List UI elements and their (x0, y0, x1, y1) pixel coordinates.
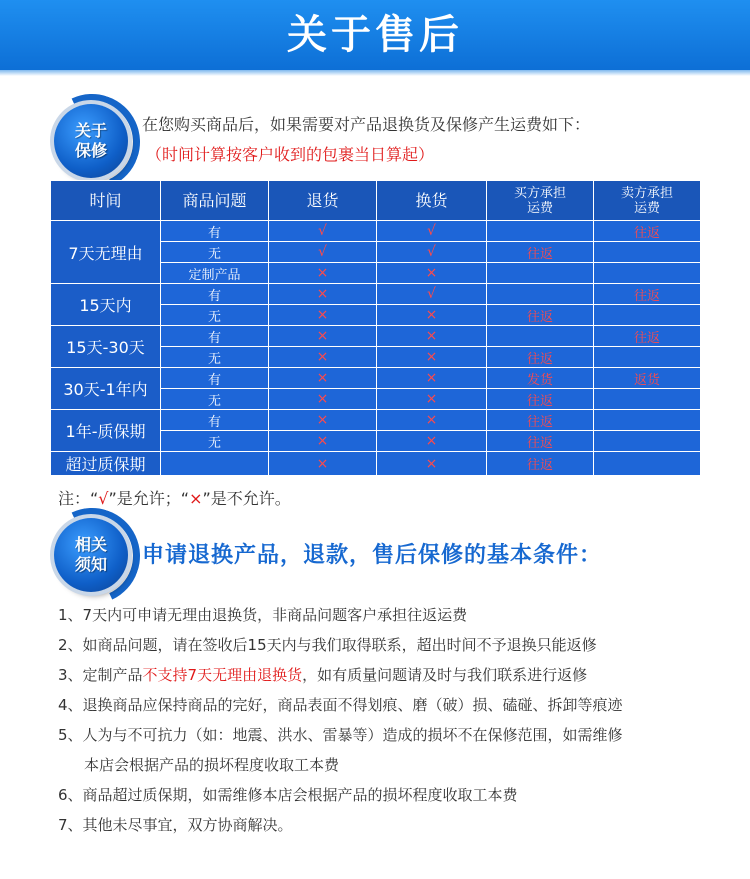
seller-cell (594, 452, 701, 476)
seller-cell: 往返 (594, 221, 701, 242)
issue-cell: 有 (161, 410, 269, 431)
buyer-cell: 往返 (487, 410, 594, 431)
period-cell: 7天无理由 (51, 221, 161, 284)
exchange-cell: × (377, 347, 487, 368)
conditions-list (58, 600, 718, 840)
table-row (51, 368, 701, 389)
seller-cell (594, 263, 701, 284)
seller-cell: 往返 (594, 326, 701, 347)
rule-item-2: 2、如商品问题，请在签收后15天内与我们取得联系，超出时间不予退换只能返修 (58, 636, 597, 654)
rule-item-5: 5、人为与不可抗力（如：地震、洪水、雷暴等）造成的损坏不在保修范围，如需维修 (58, 726, 623, 744)
issue-cell: 有 (161, 368, 269, 389)
banner-shadow (0, 70, 750, 76)
exchange-cell: × (377, 452, 487, 476)
return-cell: × (269, 305, 377, 326)
seller-cell (594, 389, 701, 410)
badge-line-1: 关于 (74, 121, 107, 140)
exchange-cell: × (377, 410, 487, 431)
about-warranty-badge (54, 104, 128, 178)
buyer-cell: 往返 (487, 242, 594, 263)
return-cell: √ (269, 221, 377, 242)
period-cell: 30天-1年内 (51, 368, 161, 410)
exchange-cell: × (377, 305, 487, 326)
exchange-cell: × (377, 431, 487, 452)
seller-cell (594, 305, 701, 326)
buyer-cell: 往返 (487, 452, 594, 476)
return-cell: × (269, 452, 377, 476)
issue-cell: 有 (161, 284, 269, 305)
check-symbol: √ (98, 489, 109, 508)
header-issue: 商品问题 (161, 181, 269, 221)
period-cell: 1年-质保期 (51, 410, 161, 452)
table-row (51, 221, 701, 242)
exchange-cell: × (377, 326, 487, 347)
table-row (51, 326, 701, 347)
exchange-cell: √ (377, 284, 487, 305)
rule-item-6: 6、商品超过质保期，如需维修本店会根据产品的损坏程度收取工本费 (58, 786, 518, 804)
buyer-cell (487, 263, 594, 284)
return-cell: × (269, 389, 377, 410)
legend-note: 注：“√”是允许；“×”是不允许。 (58, 489, 291, 508)
seller-cell: 返货 (594, 368, 701, 389)
header-time: 时间 (51, 181, 161, 221)
period-cell: 15天-30天 (51, 326, 161, 368)
header-buyer-shipping: 买方承担运费 (487, 181, 594, 221)
return-cell: × (269, 284, 377, 305)
buyer-cell (487, 326, 594, 347)
issue-cell: 定制产品 (161, 263, 269, 284)
return-cell: × (269, 410, 377, 431)
header-exchange: 换货 (377, 181, 487, 221)
notice-badge (54, 518, 128, 592)
buyer-cell: 往返 (487, 305, 594, 326)
exchange-cell: √ (377, 242, 487, 263)
seller-cell (594, 431, 701, 452)
badge-line-1: 相关 (74, 535, 107, 554)
return-cell: × (269, 263, 377, 284)
exchange-cell: √ (377, 221, 487, 242)
header-seller-shipping: 卖方承担运费 (594, 181, 701, 221)
page-banner (0, 0, 750, 70)
badge-line-2: 保修 (74, 141, 107, 160)
return-cell: × (269, 347, 377, 368)
return-cell: √ (269, 242, 377, 263)
table-row (51, 284, 701, 305)
seller-cell (594, 410, 701, 431)
exchange-cell: × (377, 263, 487, 284)
buyer-cell: 往返 (487, 347, 594, 368)
period-cell: 超过质保期 (51, 452, 161, 476)
exchange-cell: × (377, 368, 487, 389)
buyer-cell: 往返 (487, 431, 594, 452)
return-cell: × (269, 326, 377, 347)
buyer-cell: 往返 (487, 389, 594, 410)
table-row (51, 410, 701, 431)
issue-cell: 无 (161, 347, 269, 368)
table-header-row (51, 181, 701, 221)
rule-item-5-continued: 本店会根据产品的损坏程度收取工本费 (84, 756, 340, 774)
seller-cell: 往返 (594, 284, 701, 305)
issue-cell (161, 452, 269, 476)
seller-cell (594, 347, 701, 368)
intro-note: （时间计算按客户收到的包裹当日算起） (146, 145, 435, 164)
seller-cell (594, 242, 701, 263)
rule-item-3: 3、定制产品不支持7天无理由退换货，如有质量问题请及时与我们联系进行返修 (58, 666, 588, 684)
rule-item-4: 4、退换商品应保持商品的完好，商品表面不得划痕、磨（破）损、磕碰、拆卸等痕迹 (58, 696, 623, 714)
rule-item-1: 1、7天内可申请无理由退换货，非商品问题客户承担往返运费 (58, 606, 468, 624)
period-cell: 15天内 (51, 284, 161, 326)
return-policy-table (50, 180, 701, 476)
issue-cell: 无 (161, 389, 269, 410)
buyer-cell (487, 221, 594, 242)
return-cell: × (269, 368, 377, 389)
exchange-cell: × (377, 389, 487, 410)
table-row (51, 452, 701, 476)
conditions-heading: 申请退换产品，退款，售后保修的基本条件： (142, 543, 603, 568)
header-return: 退货 (269, 181, 377, 221)
issue-cell: 有 (161, 221, 269, 242)
rule-item-7: 7、其他未尽事宜，双方协商解决。 (58, 816, 293, 834)
issue-cell: 无 (161, 431, 269, 452)
badge-line-2: 须知 (74, 555, 107, 574)
issue-cell: 有 (161, 326, 269, 347)
issue-cell: 无 (161, 305, 269, 326)
issue-cell: 无 (161, 242, 269, 263)
intro-text: 在您购买商品后，如果需要对产品退换货及保修产生运费如下： (142, 115, 591, 134)
cross-symbol: × (189, 489, 203, 508)
page-title: 关于售后 (287, 12, 463, 58)
return-cell: × (269, 431, 377, 452)
buyer-cell: 发货 (487, 368, 594, 389)
buyer-cell (487, 284, 594, 305)
